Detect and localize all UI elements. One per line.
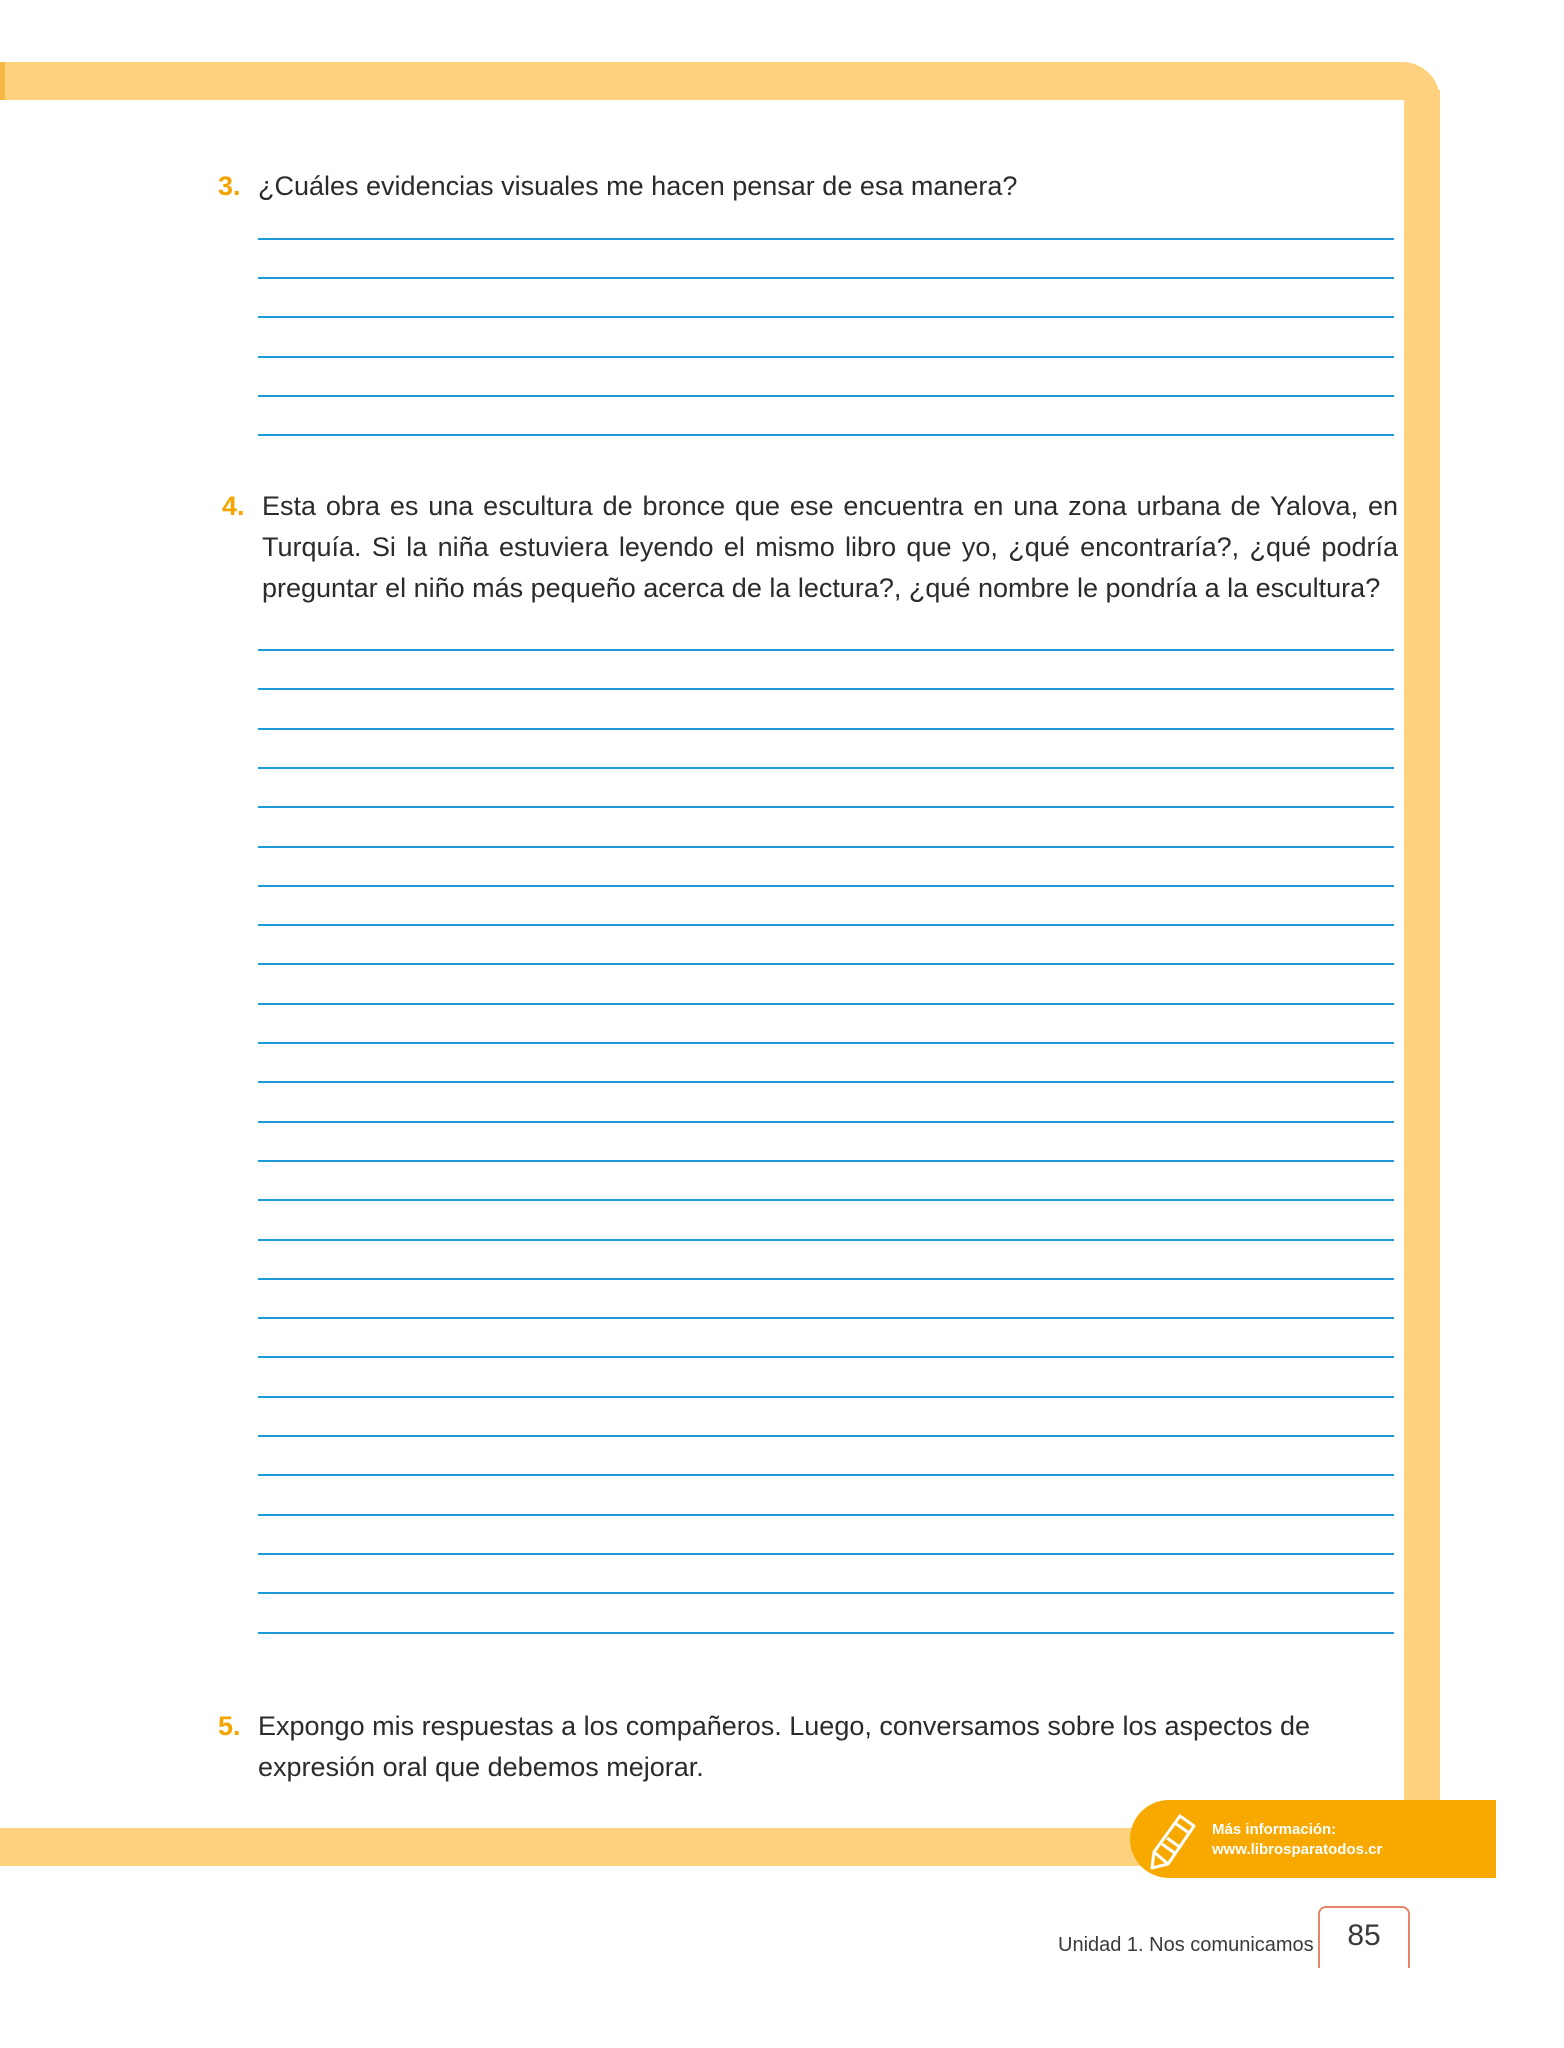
answer-line[interactable] [258,688,1394,690]
page-content-area [0,100,1404,1840]
question-number: 3. [218,171,241,201]
answer-line[interactable] [258,963,1394,965]
answer-line[interactable] [258,806,1394,808]
question-text: ¿Cuáles evidencias visuales me hacen pensar de esa manera? [258,171,1018,201]
answer-line[interactable] [258,316,1394,318]
frame-left-edge [0,62,5,100]
frame-top-bar [0,62,1440,100]
question-5 [218,1706,1402,1788]
pencil-icon [1144,1810,1200,1870]
more-info-label: Más información: [1212,1821,1337,1838]
answer-line[interactable] [258,728,1394,730]
answer-line[interactable] [258,238,1394,240]
answer-line[interactable] [258,649,1394,651]
answer-line[interactable] [258,1632,1394,1634]
answer-line[interactable] [258,846,1394,848]
answer-line[interactable] [258,924,1394,926]
page-number: 85 [1318,1906,1410,1968]
answer-line[interactable] [258,1356,1394,1358]
frame-right-bar [1404,90,1440,1830]
answer-line[interactable] [258,277,1394,279]
question-number: 5. [218,1711,241,1741]
answer-line[interactable] [258,434,1394,436]
answer-line[interactable] [258,1239,1394,1241]
answer-line[interactable] [258,767,1394,769]
answer-line[interactable] [258,1592,1394,1594]
more-info-text [1212,1820,1382,1860]
answer-line[interactable] [258,395,1394,397]
answer-line[interactable] [258,1121,1394,1123]
question-3 [218,166,1398,207]
more-info-badge[interactable] [1130,1800,1496,1878]
question-number: 4. [222,491,245,521]
answer-line[interactable] [258,1003,1394,1005]
answer-line[interactable] [258,1317,1394,1319]
answer-line[interactable] [258,885,1394,887]
question-text: Esta obra es una escultura de bronce que ese encuentra en una zona urbana de Yalova, en Turquía. Si la niña estuviera leyendo el mismo libro que yo, ¿qué encontraría?, ¿qué podría preguntar el niño más pequeño acerca de la lectura?, ¿qué nombre le pondría a la escultura? [262,491,1398,603]
answer-line[interactable] [258,1160,1394,1162]
footer-unit-title: Unidad 1. Nos comunicamos [1058,1934,1314,1956]
answer-line[interactable] [258,1278,1394,1280]
answer-line[interactable] [258,1553,1394,1555]
answer-line[interactable] [258,1474,1394,1476]
answer-line[interactable] [258,356,1394,358]
answer-line[interactable] [258,1199,1394,1201]
question-4 [222,486,1398,609]
answer-line[interactable] [258,1081,1394,1083]
question-text: Expongo mis respuestas a los compañeros. Luego, conversamos sobre los aspectos de expresión oral que debemos mejorar. [258,1711,1311,1782]
more-info-link[interactable]: www.librosparatodos.cr [1212,1841,1383,1858]
answer-line[interactable] [258,1435,1394,1437]
answer-line[interactable] [258,1396,1394,1398]
answer-line[interactable] [258,1514,1394,1516]
answer-line[interactable] [258,1042,1394,1044]
